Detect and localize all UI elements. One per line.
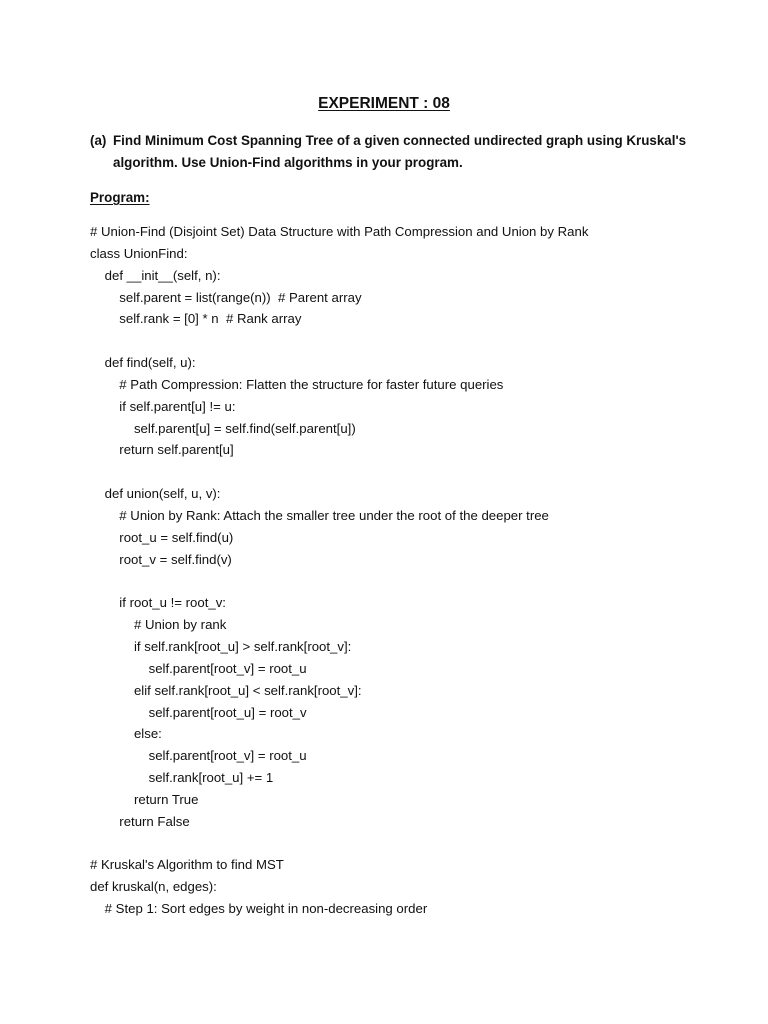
code-line: return False xyxy=(90,813,190,829)
code-line: self.parent[root_u] = root_v xyxy=(90,704,307,720)
code-line: self.parent = list(range(n)) # Parent array xyxy=(90,289,362,305)
code-line: elif self.rank[root_u] < self.rank[root_v]: xyxy=(90,682,362,698)
code-line: def find(self, u): xyxy=(90,355,196,371)
code-block xyxy=(90,221,730,920)
code-line xyxy=(90,571,730,593)
code-line: else: xyxy=(90,726,162,742)
code-line: def kruskal(n, edges): xyxy=(90,879,217,895)
code-line: # Union by rank xyxy=(90,617,227,633)
code-line xyxy=(90,461,730,483)
question-text: Find Minimum Cost Spanning Tree of a given connected undirected graph using Kruskal's algorithm. Use Union-Find algorithms in your program. xyxy=(113,133,687,170)
code-line: # Step 1: Sort edges by weight in non-decreasing order xyxy=(90,901,428,917)
code-line xyxy=(90,833,730,855)
question-marker: (a) xyxy=(90,133,107,148)
code-line: def union(self, u, v): xyxy=(90,486,221,502)
code-line: # Path Compression: Flatten the structure for faster future queries xyxy=(90,376,504,392)
code-line: self.parent[u] = self.find(self.parent[u]) xyxy=(90,420,356,436)
code-line: self.parent[root_v] = root_u xyxy=(90,660,307,676)
code-line: # Union by Rank: Attach the smaller tree under the root of the deeper tree xyxy=(90,507,549,523)
code-line: # Kruskal's Algorithm to find MST xyxy=(90,857,284,873)
code-line: root_u = self.find(u) xyxy=(90,529,234,545)
code-line: if self.rank[root_u] > self.rank[root_v]: xyxy=(90,639,352,655)
code-line: self.parent[root_v] = root_u xyxy=(90,748,307,764)
code-line: def __init__(self, n): xyxy=(90,267,221,283)
code-line: self.rank[root_u] += 1 xyxy=(90,770,274,786)
code-line: if self.parent[u] != u: xyxy=(90,398,236,414)
code-line: if root_u != root_v: xyxy=(90,595,226,611)
code-line: self.rank = [0] * n # Rank array xyxy=(90,311,302,327)
experiment-title: EXPERIMENT : 08 xyxy=(318,95,450,112)
code-line: return self.parent[u] xyxy=(90,442,234,458)
code-line xyxy=(90,330,730,352)
question-block xyxy=(90,130,690,173)
code-line: root_v = self.find(v) xyxy=(90,551,232,567)
code-line: return True xyxy=(90,791,199,807)
program-label: Program: xyxy=(90,190,150,205)
code-line: # Union-Find (Disjoint Set) Data Structure with Path Compression and Union by Rank xyxy=(90,224,589,239)
code-line: class UnionFind: xyxy=(90,245,188,261)
